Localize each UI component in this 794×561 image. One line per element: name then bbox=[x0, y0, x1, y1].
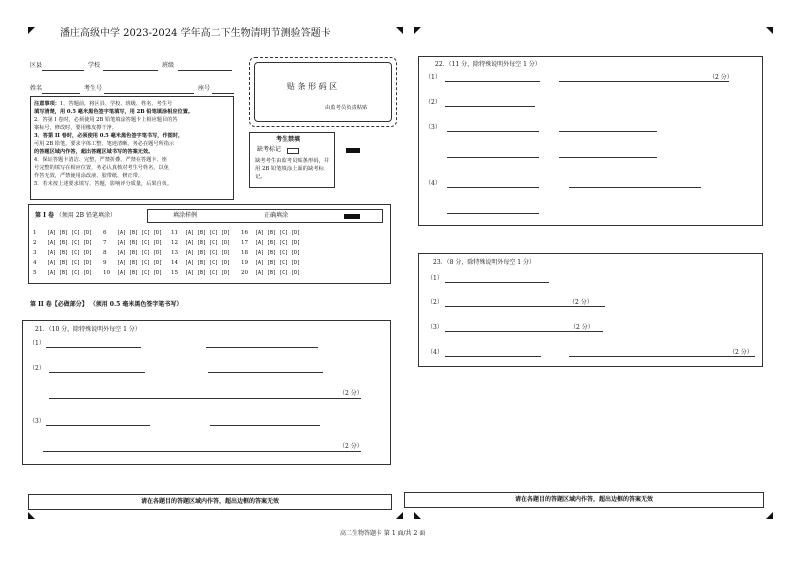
answer-options[interactable]: [A] [B] [C] [D] bbox=[185, 260, 231, 266]
exam-no-field[interactable] bbox=[104, 93, 194, 94]
corner-mark-bottom-center-left bbox=[396, 512, 403, 519]
q22-part4: （4） bbox=[425, 180, 441, 187]
school-label: 学校 bbox=[88, 62, 101, 69]
notice-line: 3．答第 II 卷时，必须使用 0.5 毫米黑色签字笔书写，作图时， bbox=[34, 133, 184, 140]
sample-box bbox=[147, 209, 383, 223]
district-field[interactable] bbox=[42, 70, 84, 71]
district-label: 区县 bbox=[30, 62, 43, 69]
question-number: 13 bbox=[171, 250, 179, 256]
school-field[interactable] bbox=[103, 70, 158, 71]
answer-options[interactable]: [A] [B] [C] [D] bbox=[47, 270, 93, 276]
absent-box bbox=[249, 132, 335, 188]
q22-answer-line[interactable] bbox=[559, 131, 657, 132]
q21-answer-line[interactable] bbox=[49, 398, 361, 399]
q22-answer-line[interactable] bbox=[447, 131, 539, 132]
section1-title-row bbox=[35, 213, 116, 219]
question-number: 18 bbox=[241, 250, 249, 256]
answer-options[interactable]: [A] [B] [C] [D] bbox=[47, 240, 93, 246]
answer-options[interactable]: [A] [B] [C] [D] bbox=[47, 250, 93, 256]
answer-options[interactable]: [A] [B] [C] [D] bbox=[185, 240, 231, 246]
q21-answer-line[interactable] bbox=[46, 347, 141, 348]
q23-box bbox=[418, 253, 763, 367]
corner-mark-top-center-right bbox=[414, 27, 421, 34]
notice-line: 5．若未按上述要求填写、答题，影响评分质量，后果自负。 bbox=[34, 181, 173, 188]
notice-line: 可用 2B 铅笔，要求字体工整、笔迹清晰。务必在题号所指示 bbox=[34, 141, 175, 148]
answer-options[interactable]: [A] [B] [C] [D] bbox=[185, 270, 231, 276]
warning-left-box bbox=[28, 494, 392, 510]
answer-options[interactable]: [A] [B] [C] [D] bbox=[117, 250, 163, 256]
q21-part2: （2） bbox=[29, 365, 45, 372]
exam-no-label: 考生号 bbox=[84, 85, 103, 92]
q22-part1: （1） bbox=[425, 74, 441, 81]
q22-title: 22．（11 分，除特殊说明外每空 1 分） bbox=[435, 61, 541, 68]
answer-options[interactable]: [A] [B] [C] [D] bbox=[255, 240, 301, 246]
q22-answer-line[interactable] bbox=[559, 157, 657, 158]
q22-answer-line[interactable] bbox=[559, 81, 729, 82]
seat-label: 座号 bbox=[198, 85, 211, 92]
corner-mark-top-left bbox=[28, 27, 35, 34]
question-number: 2 bbox=[33, 240, 37, 246]
section1-box bbox=[28, 204, 391, 284]
q22-answer-line[interactable] bbox=[445, 81, 540, 82]
section2-hint: （须用 0.5 毫米黑色签字笔书写） bbox=[89, 301, 183, 308]
question-number: 1 bbox=[33, 230, 37, 236]
section1-title: 第 I 卷 bbox=[35, 212, 54, 219]
q21-score-a: （2 分） bbox=[339, 390, 363, 397]
question-number: 9 bbox=[103, 260, 107, 266]
answer-options[interactable]: [A] [B] [C] [D] bbox=[255, 260, 301, 266]
corner-mark-top-right bbox=[766, 27, 773, 34]
class-label: 班级 bbox=[162, 62, 175, 69]
q21-answer-line[interactable] bbox=[208, 372, 323, 373]
warning-right-text: 请在各题目的答题区域内作答，超出边框的答案无效 bbox=[514, 496, 653, 503]
section2-title-row bbox=[30, 302, 182, 308]
barcode-title: 贴 条 形 码 区 bbox=[287, 82, 338, 91]
q23-score3: （2 分） bbox=[570, 324, 594, 331]
absent-title: 考生禁填 bbox=[276, 136, 301, 143]
question-number: 6 bbox=[103, 230, 107, 236]
name-label: 姓名 bbox=[30, 85, 43, 92]
absent-checkbox[interactable] bbox=[287, 148, 299, 154]
question-number: 3 bbox=[33, 250, 37, 256]
notice-line: 作答无效，严禁使用涂改液、胶带纸、修正带。 bbox=[34, 173, 143, 180]
answer-options[interactable]: [A] [B] [C] [D] bbox=[255, 250, 301, 256]
corner-mark-top-center-left bbox=[396, 27, 403, 34]
question-number: 7 bbox=[103, 240, 107, 246]
page-footer: 高二生物答题卡 第 1 面/共 2 面 bbox=[340, 530, 426, 537]
question-number: 15 bbox=[171, 270, 179, 276]
answer-options[interactable]: [A] [B] [C] [D] bbox=[47, 230, 93, 236]
warning-left-text: 请在各题目的答题区域内作答，超出边框的答案无效 bbox=[140, 498, 279, 505]
q22-answer-line[interactable] bbox=[447, 213, 539, 214]
question-number: 19 bbox=[241, 260, 249, 266]
q21-part1: （1） bbox=[29, 340, 45, 347]
notice-line: 案标号，修改时，要用橡皮擦干净。 bbox=[34, 125, 118, 132]
q23-answer-line[interactable] bbox=[445, 331, 603, 332]
notice-box bbox=[30, 96, 234, 200]
page-title: 潘庄高级中学 2023-2024 学年高二下生物清明节测验答题卡 bbox=[60, 28, 331, 39]
answer-options[interactable]: [A] [B] [C] [D] bbox=[185, 250, 231, 256]
corner-mark-bottom-center-right bbox=[414, 512, 421, 519]
notice-text bbox=[34, 100, 230, 189]
notice-line: 号完整的填写在相应位置，务必认真核对考生号姓名，以免 bbox=[34, 165, 169, 172]
section1-hint: （须用 2B 铅笔填涂） bbox=[55, 212, 116, 219]
question-number: 11 bbox=[171, 230, 179, 236]
q22-answer-line[interactable] bbox=[447, 157, 539, 158]
q23-answer-line[interactable] bbox=[445, 306, 605, 307]
correct-label: 正确填涂 bbox=[264, 212, 289, 219]
filled-mark bbox=[346, 148, 360, 153]
question-number: 8 bbox=[103, 250, 107, 256]
question-number: 14 bbox=[171, 260, 179, 266]
answer-options[interactable]: [A] [B] [C] [D] bbox=[117, 260, 163, 266]
question-number: 20 bbox=[241, 270, 249, 276]
answer-options[interactable]: [A] [B] [C] [D] bbox=[255, 270, 301, 276]
q22-answer-line[interactable] bbox=[569, 187, 701, 188]
q22-answer-line[interactable] bbox=[447, 187, 539, 188]
q22-score: （2 分） bbox=[709, 74, 733, 81]
section2-title: 第 II 卷【必做部分】 bbox=[30, 301, 88, 308]
seat-field[interactable] bbox=[212, 93, 234, 94]
q23-answer-line[interactable] bbox=[445, 356, 541, 357]
notice-line: 4．保证答题卡清洁、完整，严禁折叠，严禁在答题卡、座 bbox=[34, 157, 167, 164]
notice-line: 1．答题前，将区县、学校、班级、姓名、考生号 bbox=[59, 101, 173, 107]
notice-line: 2．答第 I 卷时，必须使用 2B 铅笔填涂答题卡上相应题目的答 bbox=[34, 117, 178, 124]
q21-answer-line[interactable] bbox=[43, 451, 361, 452]
notice-line: 填写清楚，用 0.5 毫米黑色签字笔填写，用 2B 铅笔填涂相应位置。 bbox=[34, 109, 194, 116]
answer-options[interactable]: [A] [B] [C] [D] bbox=[185, 230, 231, 236]
q23-score2: （2 分） bbox=[569, 299, 593, 306]
corner-mark-bottom-right bbox=[766, 512, 773, 519]
q23-part4: （4） bbox=[427, 349, 443, 356]
answer-options[interactable]: [A] [B] [C] [D] bbox=[47, 260, 93, 266]
q23-answer-line[interactable] bbox=[569, 356, 755, 357]
answer-options[interactable]: [A] [B] [C] [D] bbox=[117, 240, 163, 246]
q23-score4: （2 分） bbox=[729, 349, 753, 356]
q21-answer-line[interactable] bbox=[49, 372, 145, 373]
q22-part3: （3） bbox=[425, 124, 441, 131]
q21-title: 21．（10 分，除特殊说明外每空 1 分） bbox=[35, 326, 141, 333]
q22-box bbox=[418, 56, 763, 226]
warning-right-box bbox=[404, 492, 764, 508]
question-number: 4 bbox=[33, 260, 37, 266]
sample-label: 填涂样例 bbox=[173, 212, 198, 219]
notice-line: 的答题区域内作答，超出答题区域书写的答案无效。 bbox=[34, 149, 154, 156]
q23-part3: （3） bbox=[427, 324, 443, 331]
answer-options[interactable]: [A] [B] [C] [D] bbox=[117, 270, 163, 276]
q23-title: 23．（8 分，除特殊说明外每空 1 分） bbox=[433, 259, 535, 266]
q22-part2: （2） bbox=[425, 99, 441, 106]
notice-title: 注意事项： bbox=[34, 101, 60, 107]
question-number: 5 bbox=[33, 270, 37, 276]
q22-answer-line[interactable] bbox=[445, 106, 535, 107]
name-field[interactable] bbox=[42, 93, 80, 94]
class-field[interactable] bbox=[178, 70, 232, 71]
answer-options[interactable]: [A] [B] [C] [D] bbox=[117, 230, 163, 236]
question-number: 12 bbox=[171, 240, 179, 246]
q23-answer-line[interactable] bbox=[445, 282, 549, 283]
answer-options[interactable]: [A] [B] [C] [D] bbox=[255, 230, 301, 236]
q21-box bbox=[22, 320, 391, 465]
absent-note: 缺考考生由监考员贴条形码，并用 2B 铅笔填涂上面的缺考标记。 bbox=[255, 158, 330, 180]
q23-part2: （2） bbox=[427, 299, 443, 306]
question-number: 17 bbox=[241, 240, 249, 246]
correct-sample-mark bbox=[344, 214, 360, 219]
barcode-note: 由监考员负责粘贴 bbox=[325, 105, 368, 111]
q21-answer-line[interactable] bbox=[210, 425, 320, 426]
corner-mark-bottom-left bbox=[28, 512, 35, 519]
question-number: 16 bbox=[241, 230, 249, 236]
q23-part1: （1） bbox=[427, 275, 443, 282]
q21-answer-line[interactable] bbox=[206, 347, 318, 348]
barcode-area bbox=[254, 62, 392, 122]
q21-answer-line[interactable] bbox=[46, 425, 150, 426]
q21-score-b: （2 分） bbox=[339, 443, 363, 450]
q21-part3: （3） bbox=[29, 418, 45, 425]
absent-mark-label: 缺考标记 bbox=[257, 146, 282, 153]
question-number: 10 bbox=[103, 270, 111, 276]
